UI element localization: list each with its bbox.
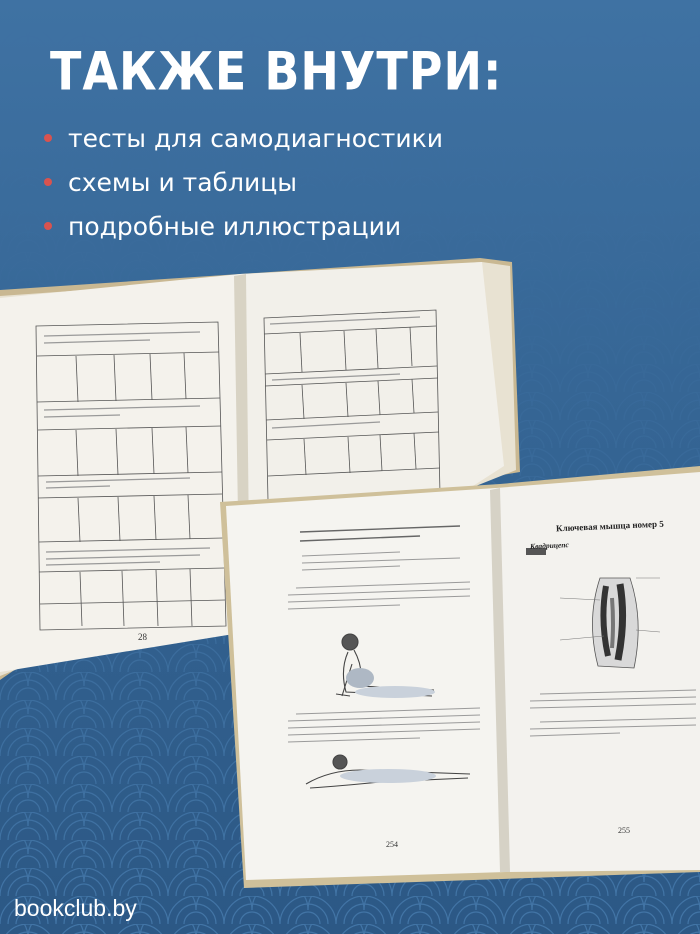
- feature-text: схемы и таблицы: [68, 167, 297, 197]
- feature-text: подробные иллюстрации: [68, 211, 402, 241]
- headline: ТАКЖЕ ВНУТРИ:: [50, 40, 503, 103]
- front-left-page-number: 254: [386, 840, 398, 849]
- brand-footer: bookclub.by: [14, 895, 137, 921]
- back-left-page-number: 28: [138, 632, 147, 642]
- front-right-heading: Ключевая мышца номер 5: [555, 518, 664, 534]
- front-right-page-number: 255: [618, 826, 630, 835]
- feature-text: тесты для самодиагностики: [68, 123, 443, 153]
- front-right-subheading: Квадрицепс: [529, 540, 569, 551]
